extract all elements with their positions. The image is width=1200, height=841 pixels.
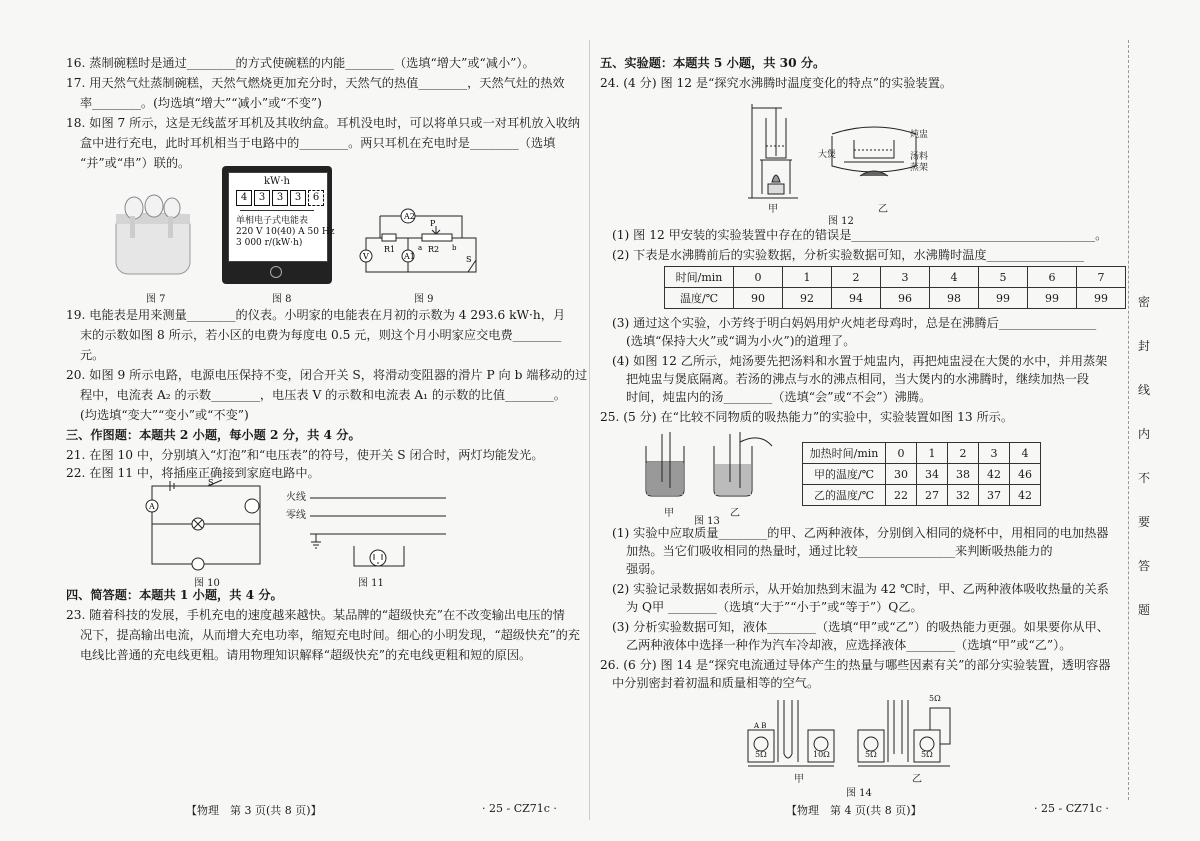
socket-fig11 bbox=[308, 494, 448, 574]
table-cell: 2 bbox=[948, 443, 979, 464]
q22-line: 22. 在图 11 中，将插座正确接到家庭电路中。 bbox=[66, 466, 320, 480]
svg-text:R1: R1 bbox=[384, 245, 396, 254]
fig14-jia: 甲 bbox=[794, 774, 804, 785]
q24-4-line3: 时间，炖盅内的汤________（选填“会”或“不会”）沸腾。 bbox=[626, 390, 932, 404]
table-cell: 1 bbox=[917, 443, 948, 464]
svg-text:b: b bbox=[452, 244, 457, 252]
q19-line1: 19. 电能表是用来测量________的仪表。小明家的电能表在月初的示数为 4 293.6 kW·h，月 bbox=[66, 308, 566, 322]
seal-char: 密 bbox=[1137, 295, 1150, 309]
section4-heading: 四、简答题：本题共 1 小题，共 4 分。 bbox=[66, 588, 283, 602]
q25-2-line1: (2) 实验记录数据如表所示，从开始加热到末温为 42 ℃时，甲、乙两种液体吸收热量的关系 bbox=[612, 582, 1109, 596]
q25-1-line2: 加热。当它们吸收相同的热量时，通过比较________________来判断吸热能力的 bbox=[626, 544, 1053, 558]
binding-line bbox=[1128, 40, 1129, 800]
table-cell: 时间/min bbox=[665, 267, 734, 288]
q26-line2: 中分别密封着初温和质量相等的空气。 bbox=[612, 676, 820, 690]
table-cell: 3 bbox=[881, 267, 930, 288]
table-cell: 0 bbox=[886, 443, 917, 464]
q18-line1: 18. 如图 7 所示，这是无线蓝牙耳机及其收纳盒。耳机没电时，可以将单只或一对耳机放入收纳 bbox=[66, 116, 581, 130]
table-cell: 加热时间/min bbox=[803, 443, 886, 464]
seal-char: 内 bbox=[1137, 427, 1150, 441]
q21-line: 21. 在图 10 中，分别填入“灯泡”和“电压表”的符号，使开关 S 闭合时，两灯均能发光。 bbox=[66, 448, 544, 462]
fig13-yi: 乙 bbox=[730, 508, 740, 519]
circuit-fig9 bbox=[356, 204, 492, 286]
meter-digit: 3 bbox=[254, 190, 270, 206]
fig12-jia: 甲 bbox=[768, 204, 778, 215]
table-cell: 4 bbox=[930, 267, 979, 288]
table-row bbox=[803, 464, 1041, 485]
fig11-caption: 图 11 bbox=[358, 578, 384, 589]
left-page bbox=[0, 0, 590, 841]
fig8-caption: 图 8 bbox=[272, 294, 292, 305]
table-cell: 2 bbox=[832, 267, 881, 288]
meter-digit: 4 bbox=[236, 190, 252, 206]
fig14-r5: 5Ω bbox=[929, 694, 941, 703]
seal-char: 封 bbox=[1137, 339, 1150, 353]
svg-text:A1: A1 bbox=[404, 252, 415, 261]
seal-line-notice bbox=[1135, 280, 1153, 632]
table-cell: 98 bbox=[930, 288, 979, 309]
q17-line2: 率________。(均选填“增大”“减小”或“不变”) bbox=[80, 96, 322, 110]
table-cell: 99 bbox=[1077, 288, 1126, 309]
fig14-r3: 5Ω bbox=[865, 750, 877, 759]
fig11-live-label: 火线 bbox=[286, 492, 306, 503]
q23-line2: 况下，提高输出电流，从而增大充电功率，缩短充电时间。细心的小明发现，“超级快充”的充 bbox=[80, 628, 580, 642]
q24-4-line1: (4) 如图 12 乙所示，炖汤要先把汤料和水置于炖盅内，再把炖盅浸在大煲的水中，并用蒸架 bbox=[612, 354, 1108, 368]
table-cell: 96 bbox=[881, 288, 930, 309]
footer-left-page: 【物理 第 3 页(共 8 页)】 bbox=[186, 804, 322, 817]
meter-spec: 220 V 10(40) A 50 Hz bbox=[236, 227, 335, 237]
q25-1-line3: 强弱。 bbox=[626, 562, 663, 576]
q24-3-line1: (3) 通过这个实验，小芳终于明白妈妈用炉火炖老母鸡时，总是在沸腾后________________ bbox=[612, 316, 1097, 330]
table-cell: 0 bbox=[734, 267, 783, 288]
seal-char: 题 bbox=[1137, 603, 1150, 617]
q20-line2: 程中，电流表 A₂ 的示数________，电压表 V 的示数和电流表 A₁ 的示数的比值________。 bbox=[80, 388, 566, 402]
table-cell: 92 bbox=[783, 288, 832, 309]
earbuds-figure bbox=[112, 192, 194, 284]
energy-meter bbox=[222, 166, 335, 284]
svg-text:S: S bbox=[208, 478, 214, 487]
q18-line2: 盒中进行充电，此时耳机相当于电路中的________。两只耳机在充电时是________（选填 bbox=[80, 136, 556, 150]
section3-heading: 三、作图题：本题共 2 小题，每小题 2 分，共 4 分。 bbox=[66, 428, 361, 442]
meter-digit: 6 bbox=[308, 190, 324, 206]
table-cell: 27 bbox=[917, 485, 948, 506]
svg-text:R2: R2 bbox=[428, 245, 440, 254]
table-cell: 99 bbox=[979, 288, 1028, 309]
boiling-apparatus-jia bbox=[742, 98, 804, 202]
table-row bbox=[665, 267, 1126, 288]
table-cell: 22 bbox=[886, 485, 917, 506]
fig14-yi: 乙 bbox=[912, 774, 922, 785]
svg-text:S: S bbox=[466, 255, 472, 264]
meter-digit: 3 bbox=[272, 190, 288, 206]
table-cell: 7 bbox=[1077, 267, 1126, 288]
table-cell: 30 bbox=[886, 464, 917, 485]
fig10-caption: 图 10 bbox=[194, 578, 220, 589]
table-cell: 温度/℃ bbox=[665, 288, 734, 309]
table-cell: 6 bbox=[1028, 267, 1077, 288]
joule-heating-apparatus bbox=[744, 692, 980, 776]
q25-3-line1: (3) 分析实验数据可知，液体________（选填“甲”或“乙”）的吸热能力更强。如果要你从甲、 bbox=[612, 620, 1109, 634]
table-cell: 42 bbox=[1010, 485, 1041, 506]
svg-text:V: V bbox=[363, 252, 369, 261]
fig12-label-dunzhong: 炖盅 bbox=[910, 130, 929, 140]
table-cell: 46 bbox=[1010, 464, 1041, 485]
table-row bbox=[803, 443, 1041, 464]
fig12-label-zhengjia: 蒸架 bbox=[910, 163, 929, 173]
table-cell: 5 bbox=[979, 267, 1028, 288]
q20-line1: 20. 如图 9 所示电路，电源电压保持不变，闭合开关 S，将滑动变阻器的滑片 P 向 b 端移动的过 bbox=[66, 368, 588, 382]
q24-4-line2: 把炖盅与煲底隔离。若汤的沸点与水的沸点相同，当大煲内的水沸腾时，继续加热一段 bbox=[626, 372, 1090, 386]
svg-text:a: a bbox=[418, 244, 423, 252]
q16-line: 16. 蒸制碗糕时是通过________的方式使碗糕的内能________（选填“增大”或“减小”）。 bbox=[66, 56, 535, 70]
fig13-caption: 图 13 bbox=[694, 516, 720, 527]
table-cell: 甲的温度/℃ bbox=[803, 464, 886, 485]
q25-2-line2: 为 Q甲 ________（选填“大于”“小于”或“等于”）Q乙。 bbox=[626, 600, 923, 614]
fig14-caption: 图 14 bbox=[846, 788, 872, 799]
q19-line3: 元。 bbox=[80, 348, 105, 362]
right-page bbox=[590, 0, 1130, 841]
table-cell: 90 bbox=[734, 288, 783, 309]
fig7-caption: 图 7 bbox=[146, 294, 166, 305]
table-cell: 乙的温度/℃ bbox=[803, 485, 886, 506]
meter-name: 单相电子式电能表 bbox=[236, 216, 309, 226]
footer-left-code: · 25 - CZ71c · bbox=[482, 802, 557, 815]
meter-unit: kW·h bbox=[264, 176, 290, 187]
q20-line3: (均选填“变大”“变小”或“不变”) bbox=[80, 408, 249, 422]
svg-text:A: A bbox=[149, 502, 155, 511]
seal-char: 不 bbox=[1137, 471, 1150, 485]
q18-line3: “并”或“串”）联的。 bbox=[80, 156, 191, 170]
q23-line1: 23. 随着科技的发展，手机充电的速度越来越快。某品牌的“超级快充”在不改变输出电压的情 bbox=[66, 608, 565, 622]
meter-digits bbox=[236, 190, 324, 206]
heating-beakers bbox=[640, 432, 780, 502]
fig11-neutral-label: 零线 bbox=[286, 510, 306, 521]
fig14-r2: 10Ω bbox=[813, 750, 830, 759]
table-cell: 94 bbox=[832, 288, 881, 309]
meter-digit: 3 bbox=[290, 190, 306, 206]
svg-text:A B: A B bbox=[754, 722, 767, 730]
svg-text:A2: A2 bbox=[404, 212, 415, 221]
table-cell: 1 bbox=[783, 267, 832, 288]
section5-heading: 五、实验题：本题共 5 小题，共 30 分。 bbox=[600, 56, 826, 70]
seal-char: 要 bbox=[1137, 515, 1150, 529]
q25-1-line1: (1) 实验中应取质量________的甲、乙两种液体，分别倒入相同的烧杯中，用相同的电加热器 bbox=[612, 526, 1109, 540]
table-row bbox=[665, 288, 1126, 309]
fig12-caption: 图 12 bbox=[828, 216, 854, 227]
q17-line1: 17. 用天然气灶蒸制碗糕，天然气燃烧更加充分时，天然气的热值________，天然气灶的热效 bbox=[66, 76, 565, 90]
fig9-caption: 图 9 bbox=[414, 294, 434, 305]
table-cell: 34 bbox=[917, 464, 948, 485]
q23-line3: 电线比普通的充电线更粗。请用物理知识解释“超级快充”的充电线更粗和短的原因。 bbox=[80, 648, 532, 662]
heating-table bbox=[802, 442, 1041, 506]
q24-intro: 24. (4 分) 图 12 是“探究水沸腾时温度变化的特点”的实验装置。 bbox=[600, 76, 953, 90]
table-cell: 99 bbox=[1028, 288, 1077, 309]
q26-line1: 26. (6 分) 图 14 是“探究电流通过导体产生的热量与哪些因素有关”的部分实验装置，透明容器 bbox=[600, 658, 1111, 672]
table-cell: 3 bbox=[979, 443, 1010, 464]
q25-3-line2: 乙两种液体中选择一种作为汽车冷却液，应选择液体________（选填“甲”或“乙”）。 bbox=[626, 638, 1072, 652]
meter-rate: 3 000 r/(kW·h) bbox=[236, 238, 303, 248]
q24-3-line2: (选填“保持大火”或“调为小火”)的道理了。 bbox=[626, 334, 856, 348]
footer-right-page: 【物理 第 4 页(共 8 页)】 bbox=[786, 804, 922, 817]
fig12-label-tangliao: 汤料 bbox=[910, 152, 929, 162]
table-cell: 32 bbox=[948, 485, 979, 506]
table-cell: 37 bbox=[979, 485, 1010, 506]
boiling-table bbox=[664, 266, 1126, 309]
q24-1: (1) 图 12 甲安装的实验装置中存在的错误是________________________________________。 bbox=[612, 228, 1108, 242]
fig12-yi: 乙 bbox=[878, 204, 888, 215]
q24-2: (2) 下表是水沸腾前后的实验数据，分析实验数据可知，水沸腾时温度________________ bbox=[612, 248, 1085, 262]
fig14-r4: 5Ω bbox=[921, 750, 933, 759]
circuit-fig10 bbox=[142, 476, 270, 572]
seal-char: 线 bbox=[1137, 383, 1150, 397]
table-cell: 4 bbox=[1010, 443, 1041, 464]
table-cell: 42 bbox=[979, 464, 1010, 485]
table-row bbox=[803, 485, 1041, 506]
fig14-r1: 5Ω bbox=[755, 750, 767, 759]
q19-line2: 末的示数如图 8 所示，若小区的电费为每度电 0.5 元，则这个月小明家应交电费________ bbox=[80, 328, 562, 342]
table-cell: 38 bbox=[948, 464, 979, 485]
q25-intro: 25. (5 分) 在“比较不同物质的吸热能力”的实验中，实验装置如图 13 所示。 bbox=[600, 410, 1014, 424]
fig13-jia: 甲 bbox=[664, 508, 674, 519]
seal-char: 答 bbox=[1137, 559, 1150, 573]
fig12-label-dabao: 大煲 bbox=[818, 150, 837, 160]
svg-text:P: P bbox=[430, 219, 436, 228]
footer-right-code: · 25 - CZ71c · bbox=[1034, 802, 1109, 815]
